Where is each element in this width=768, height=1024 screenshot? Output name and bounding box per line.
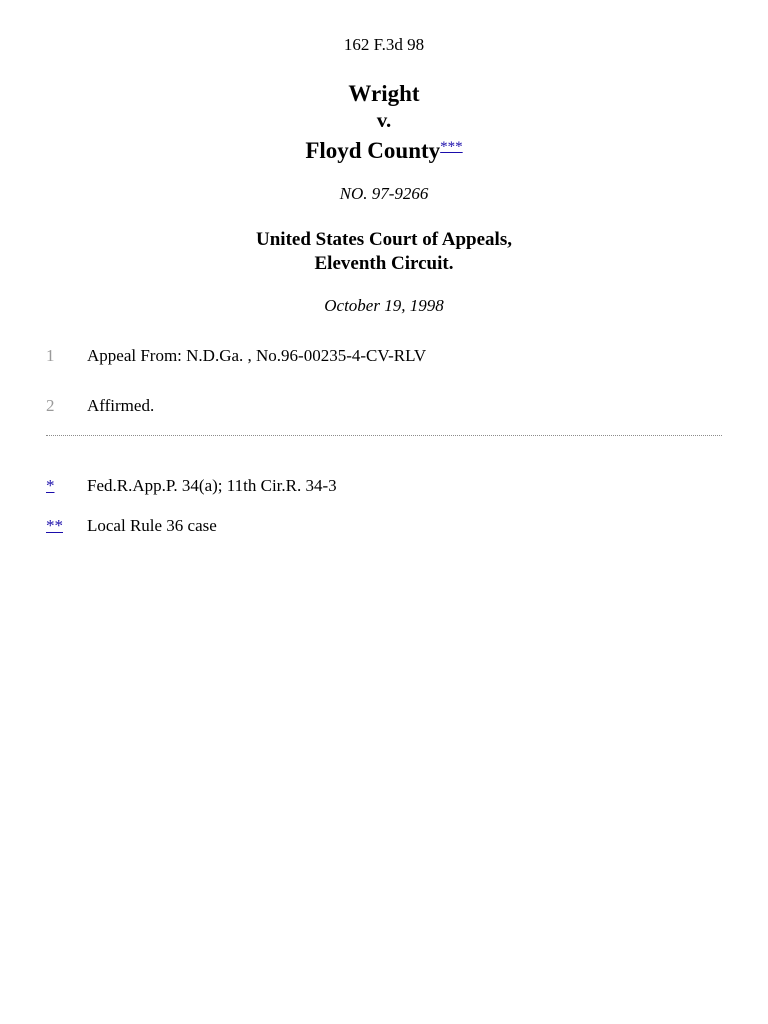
docket-number: NO. 97-9266 bbox=[339, 184, 429, 203]
paragraph-text: Affirmed. bbox=[87, 396, 155, 415]
paragraph-number: 1 bbox=[46, 346, 55, 365]
court-name-line-2: Eleventh Circuit. bbox=[314, 253, 454, 274]
decision-date: October 19, 1998 bbox=[324, 296, 444, 315]
footnote-text: Fed.R.App.P. 34(a); 11th Cir.R. 34-3 bbox=[87, 476, 337, 495]
footnote-text: Local Rule 36 case bbox=[87, 516, 217, 535]
paragraph-number: 2 bbox=[46, 396, 55, 415]
title-footnote-link[interactable]: *** bbox=[440, 139, 463, 155]
party-defendant-line bbox=[0, 134, 768, 164]
court-name bbox=[0, 228, 768, 276]
party-defendant: Floyd County bbox=[305, 138, 441, 163]
paragraph-text: Appeal From: N.D.Ga. , No.96-00235-4-CV-RLV bbox=[87, 346, 427, 365]
versus-label: v. bbox=[376, 108, 392, 132]
footnote-mark-link[interactable]: * bbox=[46, 476, 55, 495]
case-title bbox=[0, 80, 768, 164]
footnote-divider bbox=[46, 435, 722, 436]
court-name-line-1: United States Court of Appeals, bbox=[256, 229, 512, 250]
footnote-mark-link[interactable]: ** bbox=[46, 516, 63, 535]
party-plaintiff: Wright bbox=[348, 81, 420, 106]
case-citation: 162 F.3d 98 bbox=[343, 35, 425, 54]
